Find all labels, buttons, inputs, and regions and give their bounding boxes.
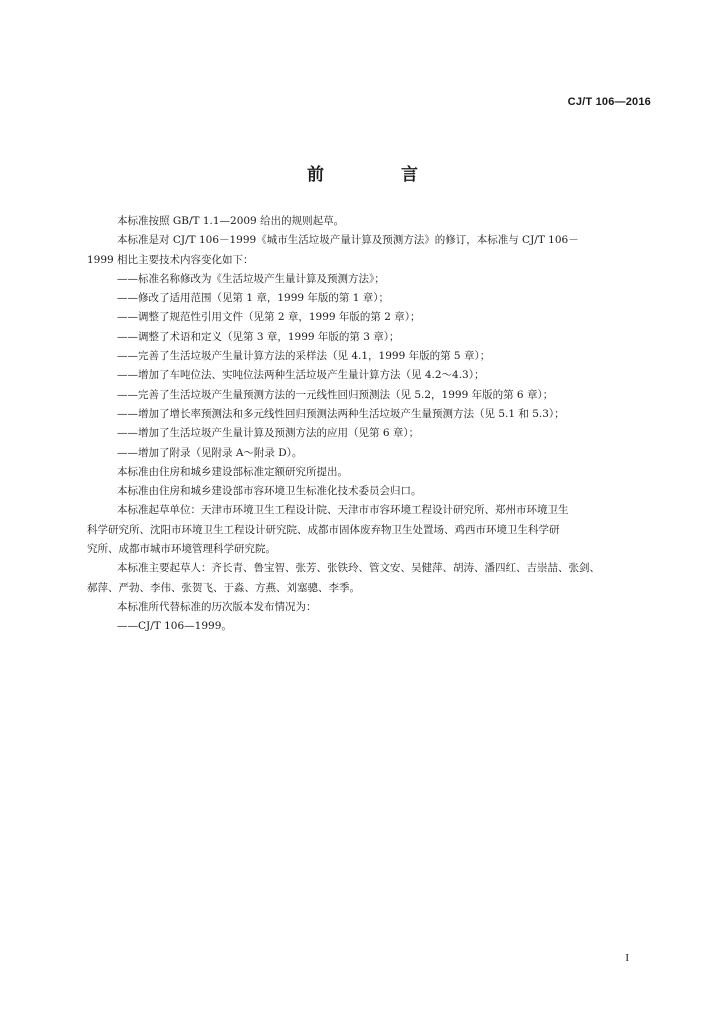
paragraph-responsible-committee: 本标准由住房和城乡建设部市容环境卫生标准化技术委员会归口。 bbox=[117, 485, 422, 498]
page-number: I bbox=[625, 952, 629, 964]
change-item: ——完善了生活垃圾产生量计算方法的采样法（见 4.1，1999 年版的第 5 章）； bbox=[117, 350, 491, 363]
paragraph-drafting-units-line1: 本标准起草单位：天津市环境卫生工程设计院、天津市市容环境工程设计研究所、郑州市环境卫生 bbox=[117, 504, 569, 517]
paragraph-drafting-units-line2: 科学研究所、沈阳市环境卫生工程设计研究院、成都市固体废弃物卫生处置场、鸡西市环境卫生科学研 bbox=[87, 523, 560, 536]
paragraph-proposer: 本标准由住房和城乡建设部标准定额研究所提出。 bbox=[117, 465, 348, 478]
document-body bbox=[87, 212, 650, 637]
change-item: ——调整了规范性引用文件（见第 2 章，1999 年版的第 2 章）； bbox=[117, 311, 421, 324]
change-item: ——调整了术语和定义（见第 3 章，1999 年版的第 3 章）； bbox=[117, 330, 400, 343]
change-item: ——增加了附录（见附录 A～附录 D）。 bbox=[117, 446, 303, 459]
change-item: ——修改了适用范围（见第 1 章，1999 年版的第 1 章）； bbox=[117, 292, 390, 305]
paragraph-revision-line1: 本标准是对 CJ/T 106－1999《城市生活垃圾产量计算及预测方法》的修订，本标准与 CJ/T 106－ bbox=[117, 234, 579, 247]
paragraph-drafting-units-line3: 究所、成都市城市环境管理科学研究院。 bbox=[87, 543, 276, 556]
standard-code: CJ/T 106—2016 bbox=[567, 96, 651, 108]
paragraph-history: 本标准所代替标准的历次版本发布情况为： bbox=[117, 600, 317, 613]
paragraph-drafting-rules: 本标准按照 GB/T 1.1—2009 给出的规则起草。 bbox=[117, 215, 345, 227]
page-title: 前 言 bbox=[307, 165, 448, 185]
paragraph-drafters-line1: 本标准主要起草人：齐长青、鲁宝智、张芳、张铁玲、管文安、吴健萍、胡涛、潘四红、吉崇喆、张剑、 bbox=[117, 562, 600, 575]
history-item: ——CJ/T 106—1999。 bbox=[117, 620, 232, 633]
change-item: ——增加了车吨位法、实吨位法两种生活垃圾产生量计算方法（见 4.2～4.3）； bbox=[117, 369, 485, 382]
paragraph-revision-line2: 1999 相比主要技术内容变化如下： bbox=[87, 253, 254, 266]
change-item: ——增加了生活垃圾产生量计算及预测方法的应用（见第 6 章）； bbox=[117, 427, 420, 440]
change-item: ——完善了生活垃圾产生量预测方法的一元线性回归预测法（见 5.2，1999 年版的第 6 章）； bbox=[117, 388, 554, 401]
paragraph-drafters-line2: 郝萍、严勃、李伟、张贺飞、于淼、方燕、刘塞骢、李季。 bbox=[87, 581, 360, 594]
change-item: ——增加了增长率预测法和多元线性回归预测法两种生活垃圾产生量预测方法（见 5.1 和 5.3）； bbox=[117, 407, 565, 420]
change-item: ——标准名称修改为《生活垃圾产生量计算及预测方法》； bbox=[117, 272, 385, 285]
